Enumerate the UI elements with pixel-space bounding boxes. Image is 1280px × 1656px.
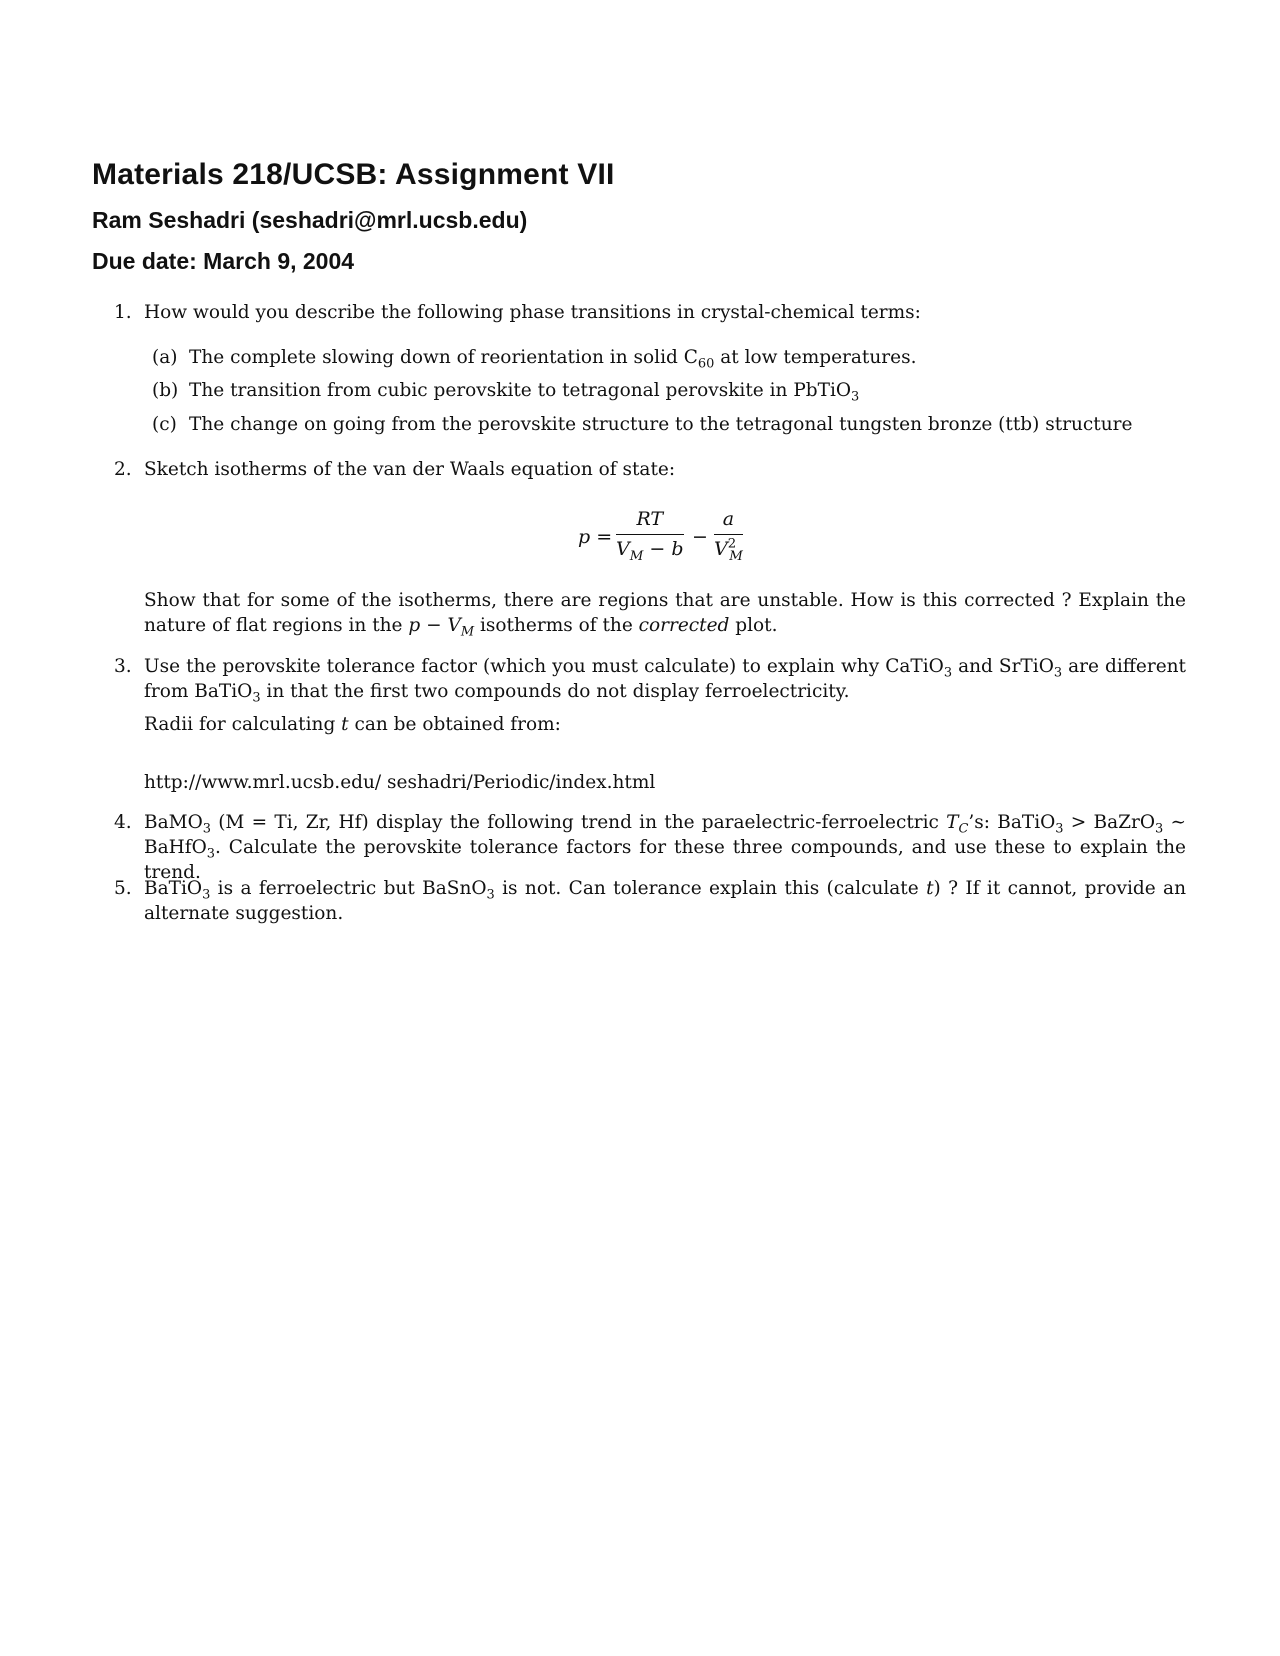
fraction-a: $\frac{a}{V^2_M}$: [714, 508, 743, 564]
question-number: 1.: [114, 302, 132, 323]
question-2: [114, 457, 1186, 482]
question-text: How would you describe the following phase transitions in crystal-chemical terms:: [144, 302, 921, 323]
part-label: (c): [152, 414, 177, 435]
page-title: Materials 218/UCSB: Assignment VII: [92, 158, 615, 191]
question-number: 4.: [114, 812, 132, 833]
question-text: BaMO$_3$ (M = Ti, Zr, Hf) display the following trend in the paraelectric-ferroelectric $T_C’s$: BaTiO$_3$ > BaZrO$_3$ ∼ BaHfO$_3$. Calculate the perovskite tolerance factors for these three compounds, and use these to explain the trend.: [144, 812, 1186, 883]
question-text: Show that for some of the isotherms, there are regions that are unstable. How is this corrected ? Explain the nature of flat regions in the $p - V_M$ isotherms of the corrected plot.: [144, 590, 1186, 640]
question-text: Use the perovskite tolerance factor (which you must calculate) to explain why CaTiO$_3$ and SrTiO$_3$ are different from BaTiO$_3$ in that the first two compounds do not display ferroelectricity.: [144, 656, 1186, 706]
author-line: Ram Seshadri (seshadri@mrl.ucsb.edu): [92, 207, 528, 233]
part-text: The complete slowing down of reorientation in solid $C_{60}$ at low temperatures.: [189, 347, 917, 372]
radii-note: Radii for calculating t can be obtained from:: [144, 714, 561, 735]
question-1a: [152, 345, 1192, 370]
minus-sign: −: [692, 526, 708, 548]
equation-lhs: p =: [578, 526, 613, 548]
question-5: [114, 876, 1186, 926]
question-1: [114, 300, 1186, 325]
question-number: 2.: [114, 459, 132, 480]
due-date: Due date: March 9, 2004: [92, 248, 355, 274]
question-1b: [152, 378, 1192, 403]
part-label: (a): [152, 347, 178, 368]
question-number: 3.: [114, 656, 132, 677]
part-text: The change on going from the perovskite structure to the tetragonal tungsten bronze (ttb) structure: [189, 414, 1133, 435]
part-text: The transition from cubic perovskite to tetragonal perovskite in PbTiO$_3$: [189, 380, 860, 405]
fraction-rt: $\frac{RT}{V_M - b}$: [616, 508, 684, 564]
question-2-followup: [114, 588, 1186, 638]
question-text: Sketch isotherms of the van der Waals equation of state:: [144, 459, 676, 480]
question-1c: [152, 412, 1192, 437]
radii-url[interactable]: http://www.mrl.ucsb.edu/ seshadri/Periodic/index.html: [144, 772, 656, 793]
question-text: BaTiO$_3$ is a ferroelectric but BaSnO$_3$ is not. Can tolerance explain this (calculate t) ? If it cannot, provide an alternate suggestion.: [144, 878, 1186, 924]
part-label: (b): [152, 380, 179, 401]
question-3: [114, 654, 1186, 737]
question-number: 5.: [114, 878, 132, 899]
question-4: [114, 810, 1186, 885]
